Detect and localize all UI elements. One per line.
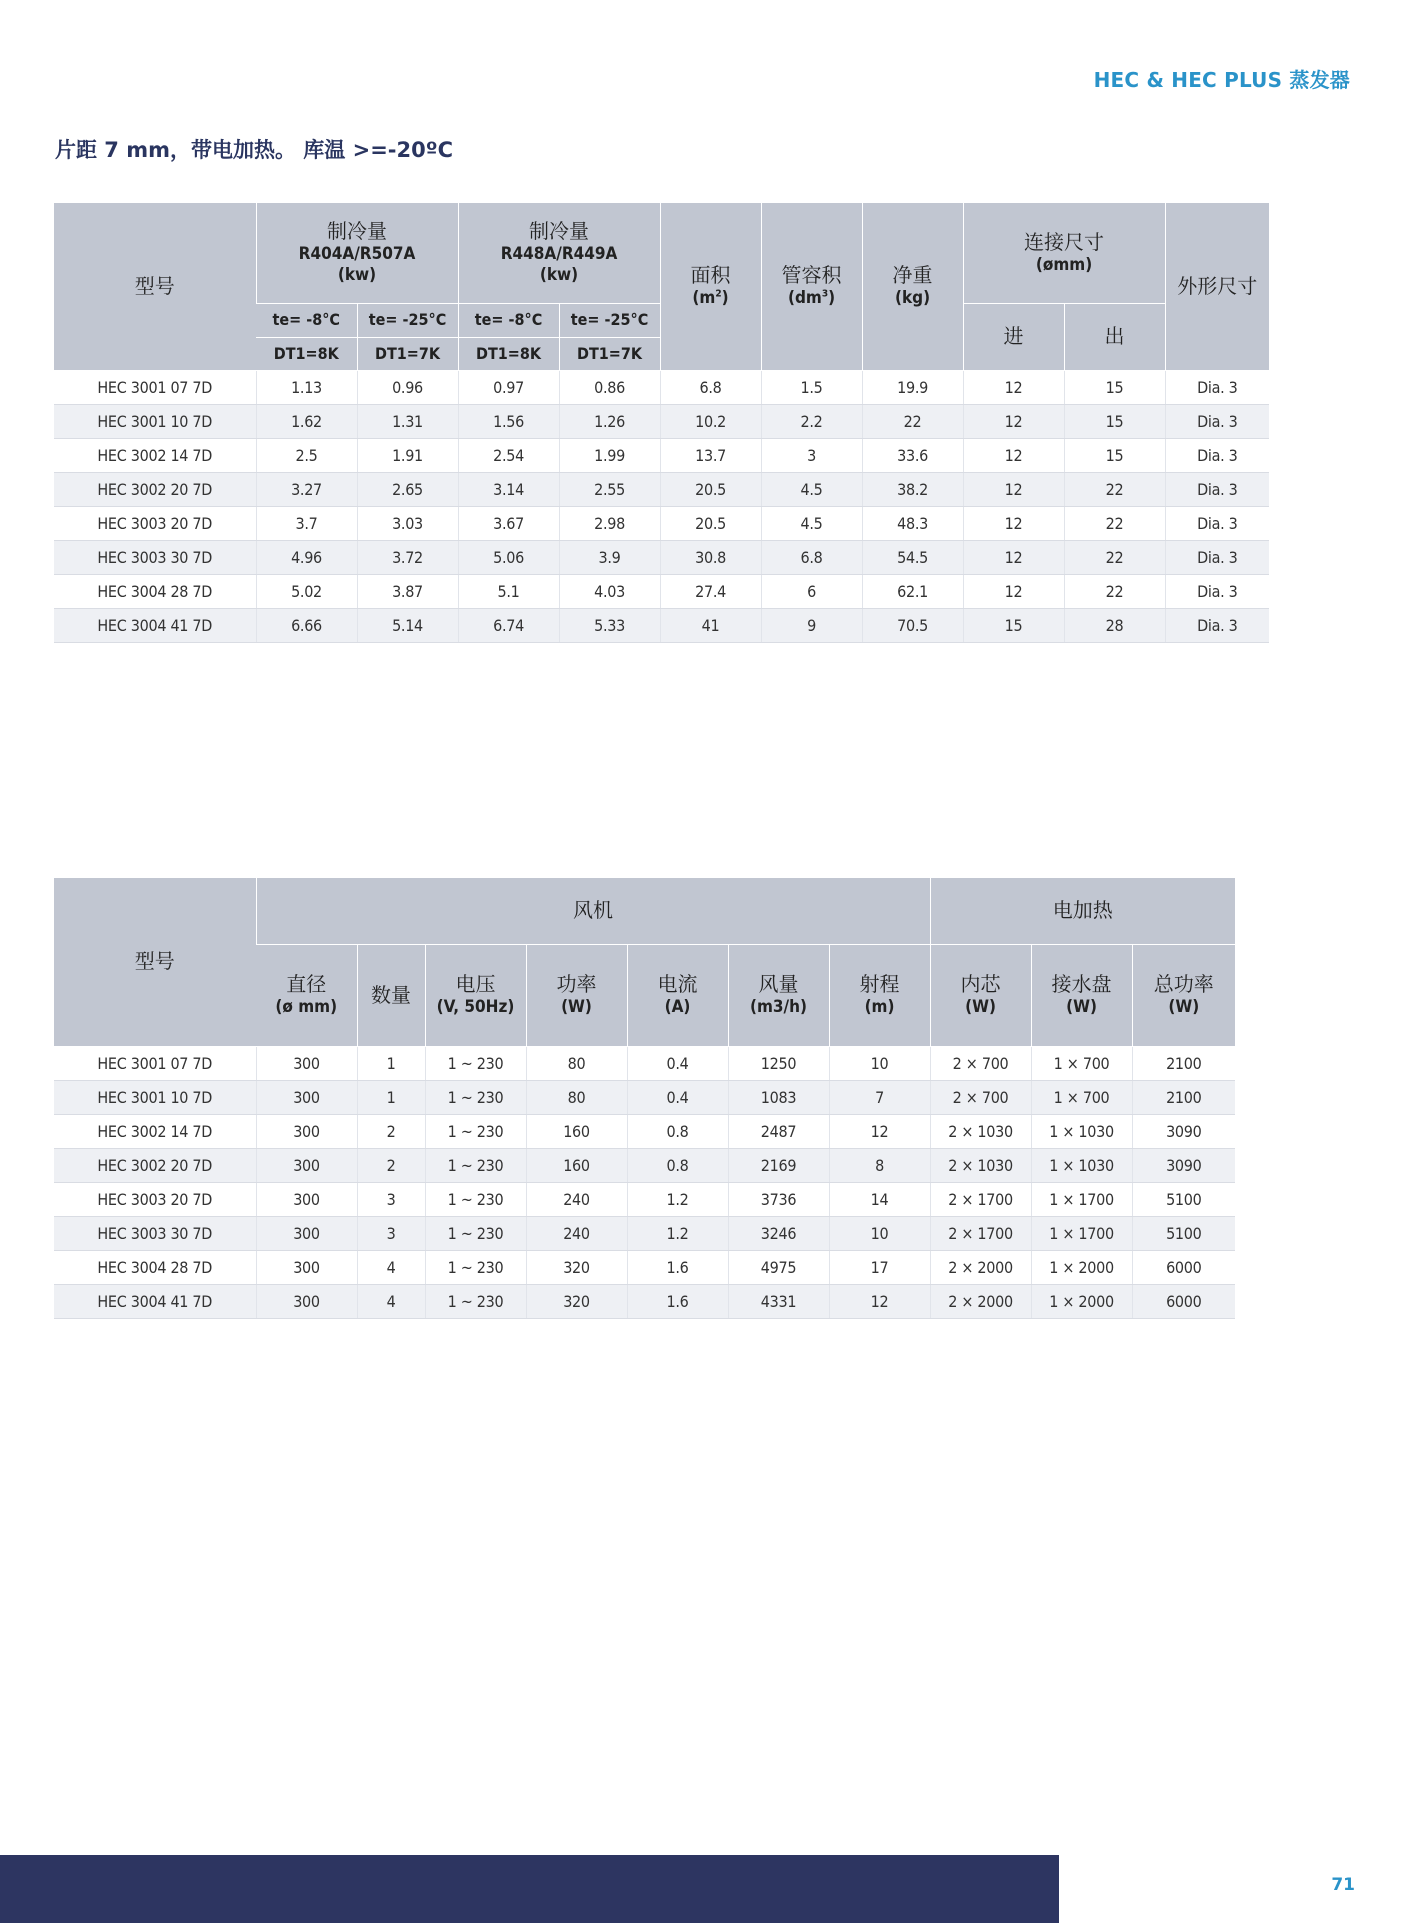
fan-heater-spec-table <box>54 878 1235 1319</box>
value-cell: 8 <box>829 1148 930 1182</box>
model-cell: HEC 3001 07 7D <box>54 370 256 404</box>
header-total-power: 总功率 (W) <box>1132 944 1235 1046</box>
value-cell: 1.31 <box>357 404 458 438</box>
header-voltage: 电压 (V, 50Hz) <box>425 944 526 1046</box>
value-cell: 2.54 <box>458 438 559 472</box>
value-cell: 2 × 1700 <box>930 1182 1031 1216</box>
value-cell: 1 × 1700 <box>1031 1182 1132 1216</box>
value-cell: 3 <box>761 438 862 472</box>
value-cell: 12 <box>963 472 1064 506</box>
value-cell: 4 <box>357 1250 425 1284</box>
value-cell: 320 <box>526 1284 627 1318</box>
value-cell: 300 <box>256 1046 357 1080</box>
value-cell: 12 <box>963 540 1064 574</box>
value-cell: Dia. 3 <box>1165 608 1269 642</box>
value-cell: 6 <box>761 574 862 608</box>
value-cell: 300 <box>256 1114 357 1148</box>
header-quantity: 数量 <box>357 944 425 1046</box>
value-cell: 2.2 <box>761 404 862 438</box>
header-connection-out: 出 <box>1064 303 1165 370</box>
value-cell: 80 <box>526 1080 627 1114</box>
value-cell: 15 <box>963 608 1064 642</box>
value-cell: 160 <box>526 1148 627 1182</box>
table-row <box>54 1046 1235 1080</box>
value-cell: 3736 <box>728 1182 829 1216</box>
value-cell: 3.14 <box>458 472 559 506</box>
value-cell: 2.5 <box>256 438 357 472</box>
value-cell: 2 × 2000 <box>930 1250 1031 1284</box>
header-diameter: 直径 (ø mm) <box>256 944 357 1046</box>
value-cell: 6.74 <box>458 608 559 642</box>
value-cell: 0.8 <box>627 1148 728 1182</box>
model-cell: HEC 3002 14 7D <box>54 1114 256 1148</box>
value-cell: 0.8 <box>627 1114 728 1148</box>
table-row <box>54 472 1269 506</box>
value-cell: 0.86 <box>559 370 660 404</box>
value-cell: Dia. 3 <box>1165 370 1269 404</box>
value-cell: 7 <box>829 1080 930 1114</box>
value-cell: 2 × 700 <box>930 1080 1031 1114</box>
value-cell: Dia. 3 <box>1165 506 1269 540</box>
value-cell: 12 <box>829 1114 930 1148</box>
value-cell: 1 ~ 230 <box>425 1114 526 1148</box>
model-cell: HEC 3001 10 7D <box>54 1080 256 1114</box>
value-cell: 5100 <box>1132 1216 1235 1250</box>
value-cell: 1.2 <box>627 1216 728 1250</box>
value-cell: 2 <box>357 1114 425 1148</box>
model-cell: HEC 3001 07 7D <box>54 1046 256 1080</box>
value-cell: 300 <box>256 1182 357 1216</box>
value-cell: 12 <box>963 506 1064 540</box>
value-cell: 48.3 <box>862 506 963 540</box>
value-cell: 1250 <box>728 1046 829 1080</box>
value-cell: 10 <box>829 1216 930 1250</box>
value-cell: 1.6 <box>627 1250 728 1284</box>
value-cell: 6000 <box>1132 1284 1235 1318</box>
value-cell: 10 <box>829 1046 930 1080</box>
value-cell: 1.26 <box>559 404 660 438</box>
header-dt-2: DT1=7K <box>357 337 458 370</box>
value-cell: 22 <box>1064 506 1165 540</box>
value-cell: 5.06 <box>458 540 559 574</box>
table-row <box>54 438 1269 472</box>
value-cell: 2 × 1700 <box>930 1216 1031 1250</box>
model-cell: HEC 3002 20 7D <box>54 472 256 506</box>
header-fan: 风机 <box>256 878 930 944</box>
value-cell: 5.1 <box>458 574 559 608</box>
value-cell: 2 × 1030 <box>930 1148 1031 1182</box>
value-cell: 2 <box>357 1148 425 1182</box>
value-cell: 38.2 <box>862 472 963 506</box>
value-cell: 2169 <box>728 1148 829 1182</box>
value-cell: 22 <box>1064 472 1165 506</box>
value-cell: 2.98 <box>559 506 660 540</box>
value-cell: Dia. 3 <box>1165 540 1269 574</box>
value-cell: 80 <box>526 1046 627 1080</box>
value-cell: 3246 <box>728 1216 829 1250</box>
header-te-3: te= -8°C <box>458 303 559 337</box>
value-cell: 1 × 2000 <box>1031 1284 1132 1318</box>
value-cell: 320 <box>526 1250 627 1284</box>
header-net-weight: 净重 (kg) <box>862 203 963 370</box>
value-cell: 0.4 <box>627 1080 728 1114</box>
table-row <box>54 1250 1235 1284</box>
model-cell: HEC 3002 14 7D <box>54 438 256 472</box>
value-cell: 1.91 <box>357 438 458 472</box>
header-core-heater: 内芯 (W) <box>930 944 1031 1046</box>
value-cell: 22 <box>1064 540 1165 574</box>
value-cell: 6.8 <box>761 540 862 574</box>
value-cell: 1 ~ 230 <box>425 1182 526 1216</box>
header-dt-3: DT1=8K <box>458 337 559 370</box>
value-cell: Dia. 3 <box>1165 438 1269 472</box>
value-cell: 4.5 <box>761 506 862 540</box>
value-cell: 27.4 <box>660 574 761 608</box>
value-cell: 5.14 <box>357 608 458 642</box>
table-row <box>54 540 1269 574</box>
model-cell: HEC 3004 41 7D <box>54 1284 256 1318</box>
value-cell: Dia. 3 <box>1165 574 1269 608</box>
value-cell: 4.96 <box>256 540 357 574</box>
value-cell: 5.33 <box>559 608 660 642</box>
value-cell: 62.1 <box>862 574 963 608</box>
value-cell: 300 <box>256 1080 357 1114</box>
header-tube-volume: 管容积 $(dm^3)$ <box>761 203 862 370</box>
header-dimensions: 外形尺寸 <box>1165 203 1269 370</box>
value-cell: 30.8 <box>660 540 761 574</box>
header-dt-4: DT1=7K <box>559 337 660 370</box>
model-cell: HEC 3003 20 7D <box>54 1182 256 1216</box>
table-row <box>54 370 1269 404</box>
value-cell: 1 × 700 <box>1031 1046 1132 1080</box>
value-cell: 6000 <box>1132 1250 1235 1284</box>
value-cell: 1 × 1700 <box>1031 1216 1132 1250</box>
value-cell: 1 ~ 230 <box>425 1080 526 1114</box>
value-cell: 13.7 <box>660 438 761 472</box>
value-cell: 3.27 <box>256 472 357 506</box>
header-drip-tray-heater: 接水盘 (W) <box>1031 944 1132 1046</box>
table-row <box>54 1148 1235 1182</box>
header-te-2: te= -25°C <box>357 303 458 337</box>
value-cell: 4331 <box>728 1284 829 1318</box>
value-cell: 6.8 <box>660 370 761 404</box>
table-row <box>54 608 1269 642</box>
value-cell: 2 × 1030 <box>930 1114 1031 1148</box>
value-cell: 3.87 <box>357 574 458 608</box>
value-cell: 6.66 <box>256 608 357 642</box>
table-row <box>54 574 1269 608</box>
value-cell: 0.97 <box>458 370 559 404</box>
value-cell: 3.7 <box>256 506 357 540</box>
header-current: 电流 (A) <box>627 944 728 1046</box>
value-cell: 28 <box>1064 608 1165 642</box>
value-cell: 1 <box>357 1046 425 1080</box>
value-cell: 33.6 <box>862 438 963 472</box>
header-capacity-r404a: 制冷量 R404A/R507A (kw) <box>256 203 458 303</box>
value-cell: 70.5 <box>862 608 963 642</box>
header-throw: 射程 (m) <box>829 944 930 1046</box>
value-cell: 2100 <box>1132 1080 1235 1114</box>
value-cell: 1 ~ 230 <box>425 1216 526 1250</box>
page-number: 71 <box>1331 1875 1355 1895</box>
value-cell: 15 <box>1064 404 1165 438</box>
model-cell: HEC 3004 28 7D <box>54 1250 256 1284</box>
value-cell: 22 <box>862 404 963 438</box>
value-cell: 1.2 <box>627 1182 728 1216</box>
value-cell: 240 <box>526 1182 627 1216</box>
value-cell: 12 <box>963 404 1064 438</box>
value-cell: 1 × 1030 <box>1031 1114 1132 1148</box>
value-cell: 1.62 <box>256 404 357 438</box>
value-cell: 2.55 <box>559 472 660 506</box>
value-cell: 12 <box>963 438 1064 472</box>
section-title: 片距 7 mm，带电加热。 库温 >=-20ºC <box>55 138 454 162</box>
value-cell: Dia. 3 <box>1165 472 1269 506</box>
value-cell: 4975 <box>728 1250 829 1284</box>
value-cell: 3.9 <box>559 540 660 574</box>
model-cell: HEC 3003 30 7D <box>54 1216 256 1250</box>
model-cell: HEC 3003 30 7D <box>54 540 256 574</box>
value-cell: 20.5 <box>660 506 761 540</box>
value-cell: 1.13 <box>256 370 357 404</box>
value-cell: 54.5 <box>862 540 963 574</box>
model-cell: HEC 3003 20 7D <box>54 506 256 540</box>
header-connection-size: 连接尺寸 (ømm) <box>963 203 1165 303</box>
value-cell: 15 <box>1064 370 1165 404</box>
value-cell: 10.2 <box>660 404 761 438</box>
value-cell: 20.5 <box>660 472 761 506</box>
value-cell: 1.99 <box>559 438 660 472</box>
model-cell: HEC 3004 41 7D <box>54 608 256 642</box>
document-header-title: HEC & HEC PLUS 蒸发器 <box>1093 68 1350 92</box>
header-model: 型号 <box>54 203 256 370</box>
header-model: 型号 <box>54 878 256 1046</box>
value-cell: 2.65 <box>357 472 458 506</box>
table-row <box>54 1216 1235 1250</box>
value-cell: 300 <box>256 1148 357 1182</box>
value-cell: 1.56 <box>458 404 559 438</box>
value-cell: 1.6 <box>627 1284 728 1318</box>
value-cell: 14 <box>829 1182 930 1216</box>
value-cell: 240 <box>526 1216 627 1250</box>
table-row <box>54 1080 1235 1114</box>
value-cell: 300 <box>256 1284 357 1318</box>
value-cell: 300 <box>256 1216 357 1250</box>
value-cell: 1 <box>357 1080 425 1114</box>
model-cell: HEC 3002 20 7D <box>54 1148 256 1182</box>
value-cell: 19.9 <box>862 370 963 404</box>
value-cell: 0.4 <box>627 1046 728 1080</box>
value-cell: 1 ~ 230 <box>425 1148 526 1182</box>
value-cell: 3.72 <box>357 540 458 574</box>
value-cell: Dia. 3 <box>1165 404 1269 438</box>
value-cell: 1 × 700 <box>1031 1080 1132 1114</box>
value-cell: 1 × 1030 <box>1031 1148 1132 1182</box>
model-cell: HEC 3001 10 7D <box>54 404 256 438</box>
model-cell: HEC 3004 28 7D <box>54 574 256 608</box>
value-cell: 0.96 <box>357 370 458 404</box>
value-cell: 3.67 <box>458 506 559 540</box>
value-cell: 1.5 <box>761 370 862 404</box>
value-cell: 5.02 <box>256 574 357 608</box>
value-cell: 300 <box>256 1250 357 1284</box>
header-dt-1: DT1=8K <box>256 337 357 370</box>
header-electric-heater: 电加热 <box>930 878 1235 944</box>
value-cell: 17 <box>829 1250 930 1284</box>
value-cell: 1 × 2000 <box>1031 1250 1132 1284</box>
value-cell: 3.03 <box>357 506 458 540</box>
value-cell: 160 <box>526 1114 627 1148</box>
value-cell: 15 <box>1064 438 1165 472</box>
value-cell: 3 <box>357 1216 425 1250</box>
header-area: 面积 $(m^2)$ <box>660 203 761 370</box>
value-cell: 41 <box>660 608 761 642</box>
capacity-spec-table <box>54 203 1269 643</box>
value-cell: 1 ~ 230 <box>425 1284 526 1318</box>
header-power: 功率 (W) <box>526 944 627 1046</box>
value-cell: 22 <box>1064 574 1165 608</box>
value-cell: 4.03 <box>559 574 660 608</box>
table-row <box>54 1284 1235 1318</box>
value-cell: 1 ~ 230 <box>425 1250 526 1284</box>
table-row <box>54 1182 1235 1216</box>
table-row <box>54 506 1269 540</box>
header-te-4: te= -25°C <box>559 303 660 337</box>
value-cell: 9 <box>761 608 862 642</box>
header-te-1: te= -8°C <box>256 303 357 337</box>
value-cell: 2 × 700 <box>930 1046 1031 1080</box>
value-cell: 3 <box>357 1182 425 1216</box>
value-cell: 2 × 2000 <box>930 1284 1031 1318</box>
header-capacity-r448a: 制冷量 R448A/R449A (kw) <box>458 203 660 303</box>
value-cell: 4 <box>357 1284 425 1318</box>
footer-bar <box>0 1855 1059 1923</box>
value-cell: 2487 <box>728 1114 829 1148</box>
value-cell: 3090 <box>1132 1114 1235 1148</box>
value-cell: 1083 <box>728 1080 829 1114</box>
value-cell: 12 <box>829 1284 930 1318</box>
header-airflow: 风量 (m3/h) <box>728 944 829 1046</box>
value-cell: 4.5 <box>761 472 862 506</box>
value-cell: 2100 <box>1132 1046 1235 1080</box>
table-row <box>54 1114 1235 1148</box>
table-row <box>54 404 1269 438</box>
value-cell: 1 ~ 230 <box>425 1046 526 1080</box>
value-cell: 12 <box>963 370 1064 404</box>
value-cell: 5100 <box>1132 1182 1235 1216</box>
value-cell: 12 <box>963 574 1064 608</box>
header-connection-in: 进 <box>963 303 1064 370</box>
value-cell: 3090 <box>1132 1148 1235 1182</box>
